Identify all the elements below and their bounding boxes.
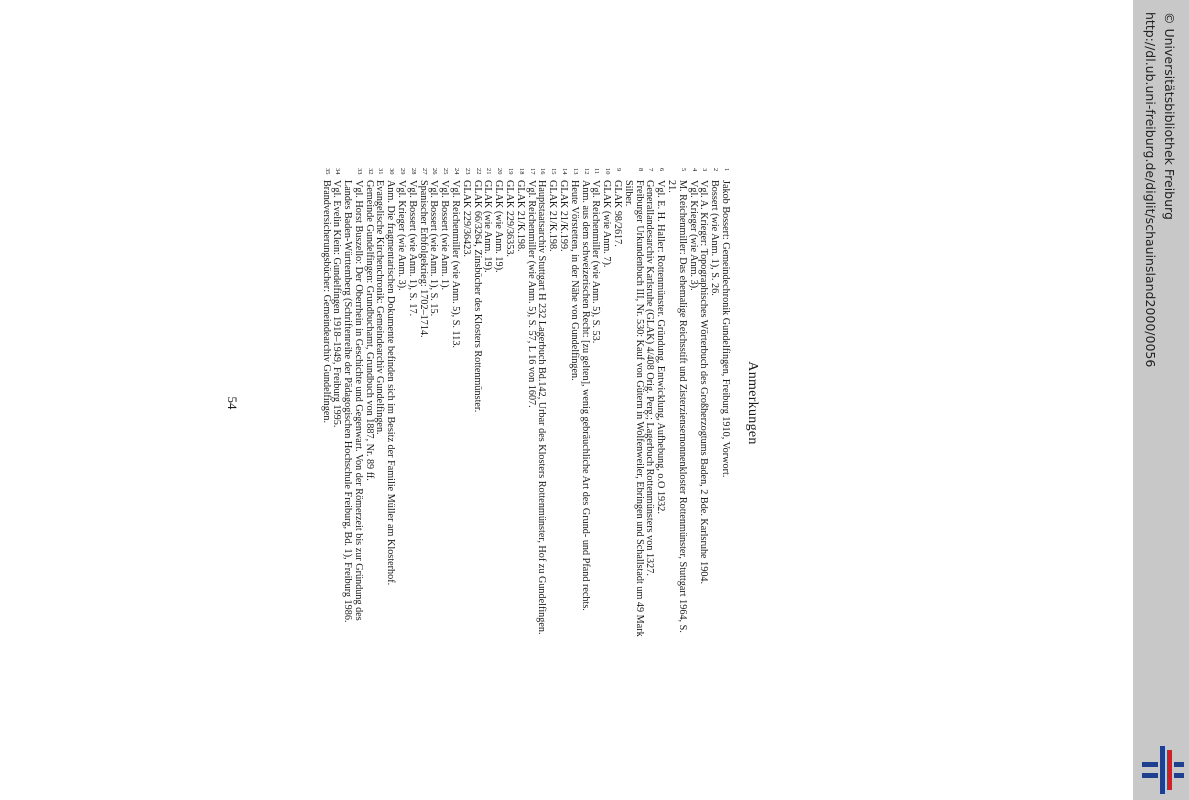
footnote-item: [492, 168, 503, 638]
footnote-text: Anm. aus dem schweizerischen Recht: [zu gelten], wenig gebräuchliche Art des Grund- und Pfand rechts.: [579, 180, 591, 611]
footnote-text: GLAK (wie Anm. 7).: [601, 180, 613, 268]
footnote-text: Vgl. A. Krieger: Topographisches Wörterbuch des Großherzogtums Baden, 2 Bde. Karlsruhe 1904.: [698, 180, 710, 585]
footnote-number: 3: [701, 168, 709, 172]
footnote-text: Vgl. Krieger (wie Anm. 3).: [396, 180, 408, 291]
footnote-number: 19: [507, 168, 515, 175]
footnote-item: [654, 168, 665, 638]
footnote-number: 26: [431, 168, 439, 175]
footnote-number: 2: [712, 168, 720, 172]
footnote-number: 6: [658, 168, 666, 172]
footnote-text: Jakob Bossert: Gemeindechronik Gundelfingen, Freiburg 1910, Vorwort.: [720, 180, 731, 478]
footnote-item: [406, 168, 417, 638]
footnote-item: [579, 168, 590, 638]
footnote-number: 10: [604, 168, 612, 175]
footnote-text: GLAK (wie Anm. 19).: [493, 180, 505, 273]
sidebar: [1133, 0, 1189, 800]
footnote-item: [471, 168, 482, 638]
footnote-text: Vgl. Reichenmiller (wie Anm. 5), S. 53.: [590, 180, 602, 344]
footnote-number: 14: [561, 168, 569, 175]
footnote-number: 7: [647, 168, 655, 172]
footnote-number: 32: [366, 168, 374, 175]
page-number: 54: [225, 396, 240, 410]
footnote-text: Brandversicherungsbücher: Gemeindearchiv Gundelfingen.: [320, 180, 332, 423]
footnote-text: Vgl. Bossert (wie Anm. 1), S. 15.: [428, 180, 440, 317]
footnote-item: [341, 168, 363, 638]
footnote-number: 29: [399, 168, 407, 175]
footnote-text: GLAK 66/3264, Zinsbücher des Klosters Rottenmünster.: [471, 180, 483, 413]
footnote-text: GLAK (wie Anm. 19).: [482, 180, 494, 273]
footnote-text: GLAK 21/K.198.: [547, 180, 559, 252]
footnote-text: Vgl. Reichenmiller (wie Anm. 5), S. 57, L 16 von 1607.: [525, 180, 537, 408]
footnote-item: [514, 168, 525, 638]
footnote-text: Heute Vörstetten, in der Nähe von Gundelfingen.: [568, 180, 580, 381]
footnote-item: [320, 168, 331, 638]
footnote-item: [460, 168, 471, 638]
footnote-item: [600, 168, 611, 638]
footnote-text: Generallandesarchiv Karlsruhe (GLAK) 4/408 Orig. Perg.; Lagerbuch Rottenmünsters von 1327.: [644, 180, 656, 576]
footnote-text: Gemeinde Gundelfingen: Grundbuchamt, Grundbuch von 1887, Nr. 89 ff.: [363, 180, 375, 481]
footnote-number: 23: [463, 168, 471, 175]
rotated-content: [195, 168, 760, 638]
copyright-notice: © Universitätsbibliothek Freiburg: [1162, 12, 1177, 220]
footnote-item: [546, 168, 557, 638]
footnote-number: 33: [355, 168, 363, 175]
footnote-text: Vgl. Krieger (wie Anm. 3).: [687, 180, 699, 291]
source-url-link[interactable]: http://dl.ub.uni-freiburg.de/diglit/schauinsland2000/0056: [1143, 12, 1158, 368]
footnote-number: 13: [571, 168, 579, 175]
footnote-number: 15: [550, 168, 558, 175]
footnote-text: Hauptstaatsarchiv Stuttgart H 232 Lagerbuch Bd.142, Urbar des Klosters Rottenmünster, Hof zu Gundelfingen.: [536, 180, 548, 635]
footnote-number: 24: [453, 168, 461, 175]
footnote-item: [665, 168, 687, 638]
footnote-item: [708, 168, 719, 638]
footnote-item: [590, 168, 601, 638]
footnote-item: [482, 168, 493, 638]
footnote-number: 5: [679, 168, 687, 172]
library-logo-icon: [1140, 746, 1184, 794]
footnote-number: 17: [528, 168, 536, 175]
footnote-number: 20: [496, 168, 504, 175]
footnote-text: M. Reichenmiller: Das ehemalige Reichsstift und Zisterziensernonnenkloster Rottenmünster, Stuttgart 1964, S. 21.: [666, 180, 688, 633]
footnote-number: 34: [334, 168, 342, 175]
footnote-number: 8: [636, 168, 644, 172]
footnote-item: [417, 168, 428, 638]
footnote-text: Spanischer Erbfolgekrieg: 1702–1714.: [417, 180, 429, 338]
footnote-number: 35: [323, 168, 331, 175]
footnote-item: [687, 168, 698, 638]
footnote-text: GLAK 21/K.199.: [558, 180, 570, 252]
page-title: Anmerkungen: [745, 361, 760, 445]
footnote-number: 21: [485, 168, 493, 175]
footnote-text: GLAK 21/K.198.: [514, 180, 526, 252]
footnote-text: Bossert (wie Anm. 1), S. 26.: [709, 180, 721, 296]
footnote-text: Anm. Die fragmentarischen Dokumente befinden sich im Besitz der Familie Müller am Klosterhof.: [385, 180, 397, 586]
footnote-number: 11: [593, 168, 601, 175]
footnote-number: 30: [388, 168, 396, 175]
footnote-item: [449, 168, 460, 638]
footnote-number: 22: [474, 168, 482, 175]
footnote-text: GLAK 98/2617.: [612, 180, 624, 247]
footnote-number: 16: [539, 168, 547, 175]
footnote-item: [557, 168, 568, 638]
footnote-number: 27: [420, 168, 428, 175]
footnote-item: [568, 168, 579, 638]
footnote-text: Vgl. Evelin Klein: Gundelfingen 1918–1949, Freiburg 1995.: [331, 180, 343, 428]
footnote-item: [611, 168, 622, 638]
footnote-number: 31: [377, 168, 385, 175]
footnote-item: [719, 168, 730, 638]
footnote-text: Vgl. Bossert (wie Anm. 1), S. 17.: [406, 180, 418, 317]
footnote-item: [363, 168, 374, 638]
footnote-number: 4: [690, 168, 698, 172]
footnote-number: 12: [582, 168, 590, 175]
footnote-text: Freiburger Urkundenbuch III, Nr. 530: Kauf von Gütern in Wolfenweiler, Ebringen und Schallstadt um 49 Mark Silber.: [622, 180, 645, 637]
footnote-item: [503, 168, 514, 638]
footnote-text: Vgl. Horst Buszello: Der Oberrhein in Geschichte und Gegenwart. Von der Römerzeit bis zur Gründung des Landes Baden-Württemberg (Schriftenreihe der Pädagogischen Hochschule Freiburg, Bd. 1), Freiburg 1986.: [342, 180, 364, 623]
footnote-item: [536, 168, 547, 638]
footnote-number: 1: [723, 168, 730, 172]
footnote-item: [385, 168, 396, 638]
footnote-number: 18: [517, 168, 525, 175]
footnote-text: GLAK 229/36423.: [460, 180, 472, 257]
footnote-item: [698, 168, 709, 638]
footnote-text: Vgl. Bossert (wie Anm. 1).: [439, 180, 451, 291]
footnote-number: 28: [409, 168, 417, 175]
footnote-item: [622, 168, 644, 638]
footnote-item: [438, 168, 449, 638]
footnote-item: [525, 168, 536, 638]
footnote-text: Vgl. E. H. Haller: Rottenmünster. Gründung, Entwicklung, Aufhebung, o.O 1932.: [655, 180, 667, 514]
footnote-list: [320, 168, 730, 638]
footnote-number: 9: [615, 168, 623, 172]
footnote-text: Vgl. Reichenmiller (wie Anm. 5), S. 113.: [450, 180, 462, 348]
footnote-text: GLAK 229/36353.: [504, 180, 516, 257]
footnote-item: [428, 168, 439, 638]
footnote-number: 25: [442, 168, 450, 175]
footnote-text: Evangelische Kirchenchronik: Gemeindearchiv Gundelfingen.: [374, 180, 386, 435]
footnote-item: [331, 168, 342, 638]
footnote-item: [395, 168, 406, 638]
footnote-item: [374, 168, 385, 638]
footnote-item: [644, 168, 655, 638]
